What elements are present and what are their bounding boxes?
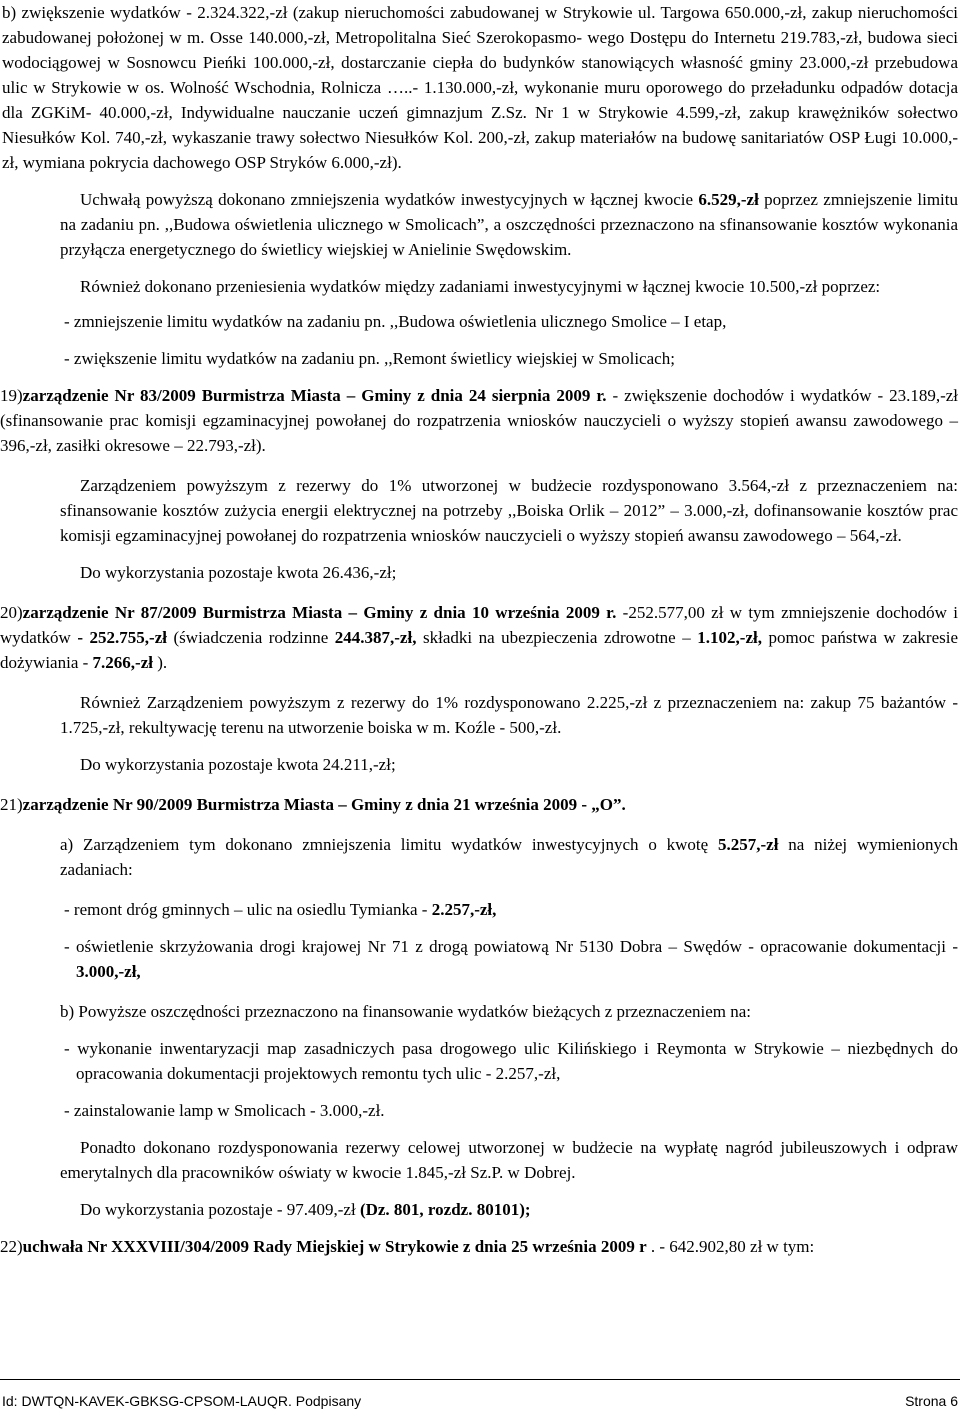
paragraph-remaining-24211: Do wykorzystania pozostaje kwota 24.211,-zł; — [80, 755, 396, 774]
list-item-inventory-maps: - wykonanie inwentaryzacji map zasadniczych pasa drogowego ulic Kilińskiego i Reymonta w Strykowie – niezbędnych do opracowania dokumentacji projektowych remontu tych ulic - 2.257,-zł, — [64, 1039, 958, 1083]
item-number: 20) — [0, 603, 23, 622]
paragraph-reserve-83: Zarządzeniem powyższym z rezerwy do 1% utworzonej w budżecie rozdysponowano 3.564,-zł z przeznaczeniem na: sfinansowanie kosztów zużycia energii elektrycznej na potrzeby ,,Boiska Orlik – 2012” – 3.000,-zł, dofinansowanie kosztów prac komisji egzaminacyjnej powołanej do rozpatrzenia wniosków nauczycieli o wyższy stopień awansu zawodowego – 564,-zł. — [60, 476, 958, 545]
paragraph-a-decrease — [0, 832, 960, 882]
amount-bold: 244.387,-zł, — [334, 628, 417, 647]
item-heading: uchwała Nr XXXVIII/304/2009 Rady Miejskiej w Strykowie z dnia 25 września 2009 r — [22, 1237, 647, 1256]
list-item-increase-limit: - zwiększenie limitu wydatków na zadaniu pn. ,,Remont świetlicy wiejskiej w Smolicach; — [64, 349, 675, 368]
item-heading: zarządzenie Nr 90/2009 Burmistrza Miasta – Gminy z dnia 21 września 2009 - „O”. — [22, 795, 626, 814]
paragraph-remaining-97409 — [0, 1197, 960, 1222]
text: Uchwałą powyższą dokonano zmniejszenia wydatków inwestycyjnych w łącznej kwocie — [80, 190, 699, 209]
paragraph-targeted-reserve: Ponadto dokonano rozdysponowania rezerwy celowej utworzonej w budżecie na wypłatę nagród jubileuszowych i odpraw emerytalnych dla pracowników oświaty w kwocie 1.845,-zł Sz.P. w Dobrej. — [60, 1138, 958, 1182]
item-22 — [0, 1234, 960, 1259]
list-item-lamps: - zainstalowanie lamp w Smolicach - 3.000,-zł. — [64, 1101, 385, 1120]
amount-bold: (Dz. 801, rozdz. 80101); — [359, 1200, 531, 1219]
amount-bold: 5.257,-zł — [718, 835, 779, 854]
item-number: 21) — [0, 795, 23, 814]
item-number: 22) — [0, 1237, 23, 1256]
item-21 — [0, 792, 960, 817]
amount-bold: 2.257,-zł, — [431, 900, 497, 919]
page-footer — [0, 1379, 960, 1411]
text: pomoc państwa w zakresie dożywiania - — [0, 628, 959, 672]
paragraph-transfer: Również dokonano przeniesienia wydatków między zadaniami inwestycyjnymi w łącznej kwocie 10.500,-zł poprzez: — [80, 277, 881, 296]
list-item-intersection-lighting — [0, 934, 960, 984]
text: na niżej wymienionych zadaniach: — [60, 835, 958, 879]
item-heading: zarządzenie Nr 83/2009 Burmistrza Miasta – Gminy z dnia 24 sierpnia 2009 r. — [22, 386, 607, 405]
text: -252.577,00 zł w tym zmniejszenie dochodów i wydatków — [0, 603, 958, 647]
text: - remont dróg gminnych – ulic na osiedlu Tymianka - — [64, 900, 432, 919]
text: (świadczenia rodzinne — [166, 628, 335, 647]
paragraph-b-increase: b) zwiększenie wydatków - 2.324.322,-zł (zakup nieruchomości zabudowanej w Strykowie ul. Targowa 650.000,-zł, zakup nieruchomości zabudowanej położonej w m. Osse 140.000,-zł, Metropolitalna Sieć Szerokopasmo- wego Dostępu do Internetu 219.783,-zł, budowa sieci wodociągowej w Sosnowcu Pieńki 100.000,-zł, dostarczanie ciepła do budynków stanowiących własność gminy 23.000,-zł przebudowa ulic w Strykowie w os. Wolność Wschodnia, Rolnicza …..- 1.130.000,-zł, wykonanie muru oporowego do przeładunku odpadów dotacja dla ZGKiM- 40.000,-zł, Indywidualne nauczanie uczeń gimnazjum Z.Sz. Nr 1 w Strykowie 4.599,-zł, zakup krawężników sołectwo Niesułków Kol. 740,-zł, wykaszanie trawy sołectwo Niesułków Kol. 200,-zł, zakup materiałów na budowę sanitariatów OSP Ługi 10.000,-zł, wymiana pokrycia dachowego OSP Stryków 6.000,-zł). — [2, 3, 958, 172]
amount-bold: 3.000,-zł, — [76, 962, 141, 981]
document-id: Id: DWTQN-KAVEK-GBKSG-CPSOM-LAUQR. Podpisany — [2, 1393, 362, 1409]
amount-bold: - 252.755,-zł — [77, 628, 167, 647]
item-19 — [0, 383, 960, 458]
text: Do wykorzystania pozostaje - 97.409,-zł — [80, 1200, 360, 1219]
list-item-road-repair — [0, 897, 960, 922]
item-heading: zarządzenie Nr 87/2009 Burmistrza Miasta – Gminy z dnia 10 września 2009 r. — [22, 603, 617, 622]
text: poprzez zmniejszenie limitu na zadaniu pn. ,,Budowa oświetlenia ulicznego w Smolicach”, a oszczędności przeznaczono na sfinansowanie kosztów wykonania przyłącza energetycznego do świetlicy wiejskiej w Anielinie Swędowskim. — [60, 190, 958, 259]
amount-bold: 7.266,-zł — [92, 653, 153, 672]
text: - oświetlenie skrzyżowania drogi krajowej Nr 71 z drogą powiatową Nr 5130 Dobra – Swędów - opracowanie dokumentacji - — [64, 937, 958, 956]
text: - zwiększenie dochodów i wydatków - 23.189,-zł (sfinansowanie prac komisji egzaminacyjnej powołanej do rozpatrzenia wniosków nauczycieli o wyższy stopień awansu zawodowego – 396,-zł, zasiłki okresowe – 22.793,-zł). — [0, 386, 958, 455]
text: a) Zarządzeniem tym dokonano zmniejszenia limitu wydatków inwestycyjnych o kwotę — [60, 835, 718, 854]
paragraph-remaining-26436: Do wykorzystania pozostaje kwota 26.436,-zł; — [80, 563, 397, 582]
paragraph-b-savings: b) Powyższe oszczędności przeznaczono na finansowanie wydatków bieżących z przeznaczeniem na: — [60, 1002, 751, 1021]
page-number: Strona 6 — [905, 1393, 958, 1409]
amount-bold: 1.102,-zł, — [697, 628, 762, 647]
paragraph-resolution-decrease — [0, 187, 960, 262]
paragraph-reserve-87: Również Zarządzeniem powyższym z rezerwy do 1% rozdysponowano 2.225,-zł z przeznaczeniem na: zakup 75 bażantów - 1.725,-zł, rekultywację terenu na utworzenie boiska w m. Koźle - 500,-zł. — [60, 693, 958, 737]
text: . - 642.902,80 zł w tym: — [646, 1237, 815, 1256]
text: ). — [152, 653, 168, 672]
item-number: 19) — [0, 386, 23, 405]
amount-bold: 6.529,-zł — [698, 190, 759, 209]
item-20 — [0, 600, 960, 675]
text: składki na ubezpieczenia zdrowotne – — [416, 628, 698, 647]
list-item-decrease-limit: - zmniejszenie limitu wydatków na zadaniu pn. ,,Budowa oświetlenia ulicznego Smolice – I etap, — [64, 312, 727, 331]
